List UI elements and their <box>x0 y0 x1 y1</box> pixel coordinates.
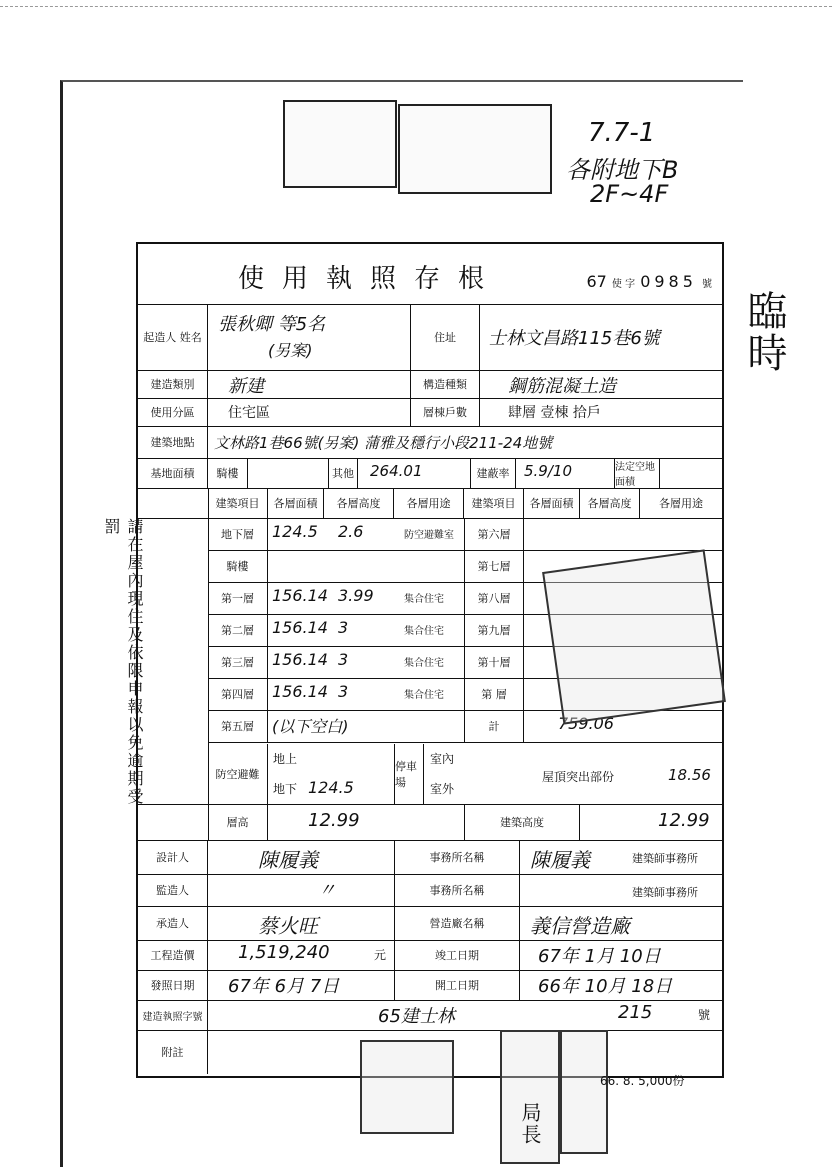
approval-stamp-box-2 <box>398 104 552 194</box>
supervisor-office-suffix: 建築師事務所 <box>632 886 698 899</box>
hdr-use: 各層用途 <box>394 488 464 518</box>
scan-top-edge <box>0 0 832 7</box>
permit-suffix: 號 <box>698 1008 711 1022</box>
floor-row <box>208 710 722 743</box>
note-line-3: 2F~4F <box>590 180 669 208</box>
hdr-item: 建築項目 <box>208 488 268 518</box>
shelter-under-value: 124.5 <box>308 778 354 797</box>
owner-value: 張秋卿 等5名 <box>218 314 326 335</box>
approval-stamp-box-1 <box>283 100 397 188</box>
floor-area: 156.14 <box>272 650 328 669</box>
structure-label: 構造種類 <box>410 370 480 398</box>
indoor-label: 室內 <box>430 752 455 766</box>
owner-sub: (另案) <box>268 341 313 360</box>
floor-total: 759.06 <box>558 714 614 733</box>
start-value: 66年 10月 18日 <box>538 976 673 997</box>
office-suffix: 建築師事務所 <box>632 852 698 865</box>
shelter-row <box>138 744 722 805</box>
building-height-value: 12.99 <box>658 810 710 831</box>
floor-height: 2.6 <box>338 522 364 541</box>
permit-value: 65建士林 <box>378 1006 455 1027</box>
floor-name: 第三層 <box>208 646 268 678</box>
hdr-use-2: 各層用途 <box>659 497 703 510</box>
shelter-ground: 地上 <box>273 752 298 766</box>
start-label: 開工日期 <box>394 970 520 1000</box>
permit-label: 建造執照字號 <box>138 1000 208 1030</box>
floor-area: (以下空白) <box>272 717 349 736</box>
storey-height-label: 層高 <box>208 804 268 840</box>
bottom-seal-1 <box>360 1040 454 1134</box>
issue-value: 67年 6月 7日 <box>228 976 340 997</box>
designer-value: 陳履義 <box>258 848 318 872</box>
address-label: 住址 <box>410 304 480 370</box>
floor-table-header <box>138 488 722 519</box>
right-margin-text: 臨時 <box>741 290 787 374</box>
shelter-label: 防空避難 <box>208 744 268 804</box>
cost-unit: 元 <box>374 948 387 962</box>
completion-value: 67年 1月 10日 <box>538 946 661 967</box>
floor-name-right: 第七層 <box>464 550 524 582</box>
coverage-label: 建蔽率 <box>470 458 516 488</box>
issue-row <box>138 970 722 1001</box>
floor-use: 防空避難室 <box>404 530 454 541</box>
office-label: 事務所名稱 <box>394 840 520 874</box>
building-type-value: 新建 <box>228 376 264 397</box>
floor-area: 156.14 <box>272 618 328 637</box>
floors-value: 肆層 壹棟 拾戶 <box>508 405 601 421</box>
print-info: 66. 8. 5,000份 <box>600 1074 685 1088</box>
hdr-height-2: 各層高度 <box>580 488 640 518</box>
site-value: 文林路1巷66號(另案) 蒲雅及穩行小段211-24地號 <box>214 434 553 452</box>
note-line-2: 各附地下B <box>566 156 679 184</box>
hdr-height: 各層高度 <box>324 488 394 518</box>
outdoor-label: 室外 <box>430 782 455 796</box>
area-row <box>138 458 722 489</box>
floor-name-right: 第 層 <box>464 678 524 710</box>
roof-label: 屋頂突出部份 <box>542 770 615 784</box>
designer-row <box>138 840 722 875</box>
floor-area: 124.5 <box>272 522 318 541</box>
building-height-label: 建築高度 <box>464 804 580 840</box>
completion-label: 竣工日期 <box>394 940 520 970</box>
floor-name: 第四層 <box>208 678 268 710</box>
floors-label: 層棟戶數 <box>410 398 480 426</box>
hdr-item-2: 建築項目 <box>464 488 524 518</box>
floor-name: 第一層 <box>208 582 268 614</box>
hdr-area: 各層面積 <box>268 488 324 518</box>
floor-height: 3 <box>338 618 349 637</box>
floor-name-right: 第九層 <box>464 614 524 646</box>
legal-open-label: 法定空地面積 <box>614 458 660 488</box>
contractor-label: 承造人 <box>138 906 208 940</box>
zoning-value: 住宅區 <box>228 405 270 421</box>
hdr-area-2: 各層面積 <box>524 488 580 518</box>
parking-label: 停車場 <box>394 744 424 804</box>
floor-name: 騎樓 <box>208 550 268 582</box>
site-row <box>138 426 722 459</box>
other-value: 264.01 <box>370 462 423 480</box>
contractor-row <box>138 906 722 941</box>
arcade-label: 騎樓 <box>208 458 248 488</box>
height-row <box>138 804 722 841</box>
floor-name: 第五層 <box>208 710 268 742</box>
storey-height-value: 12.99 <box>308 810 360 831</box>
remark-label: 附註 <box>138 1030 208 1074</box>
floor-height: 3.99 <box>338 586 374 605</box>
owner-label: 起造人 姓名 <box>138 304 208 370</box>
coverage-value: 5.9/10 <box>524 462 572 480</box>
form-title: 使用執照存根 <box>238 264 503 294</box>
floor-name-right: 第六層 <box>464 518 524 550</box>
floor-name-right: 第十層 <box>464 646 524 678</box>
floor-use: 集合住宅 <box>404 690 444 701</box>
floor-name-right: 計 <box>464 710 524 742</box>
floor-row <box>208 518 722 551</box>
roof-value: 18.56 <box>668 766 711 784</box>
floor-area: 156.14 <box>272 682 328 701</box>
type-row <box>138 370 722 399</box>
floor-name: 地下層 <box>208 518 268 550</box>
designer-label: 設計人 <box>138 840 208 874</box>
issue-label: 發照日期 <box>138 970 208 1000</box>
area-label: 基地面積 <box>138 458 208 488</box>
floor-height: 3 <box>338 650 349 669</box>
structure-value: 鋼筋混凝土造 <box>508 376 616 397</box>
supervisor-label: 監造人 <box>138 874 208 906</box>
cost-row <box>138 940 722 971</box>
permit-number: 67 使 字 0985 號 <box>586 272 712 291</box>
supervisor-office-label: 事務所名稱 <box>394 874 520 906</box>
side-note: 請在屋內現住及依限申報以免逾期受罰 <box>102 518 144 806</box>
office-value: 陳履義 <box>530 848 590 872</box>
owner-row <box>138 304 722 371</box>
factory-value: 義信營造廠 <box>530 914 630 938</box>
supervisor-value: 〃 <box>318 880 336 901</box>
other-label: 其他 <box>328 458 358 488</box>
contractor-value: 蔡火旺 <box>258 914 318 938</box>
supervisor-row <box>138 874 722 907</box>
permit-no: 215 <box>618 1002 653 1023</box>
cost-label: 工程造價 <box>138 940 208 970</box>
seal-text: 局長 <box>518 1102 542 1146</box>
bottom-seal-3 <box>560 1030 608 1154</box>
floor-name-right: 第八層 <box>464 582 524 614</box>
address-value: 士林文昌路115巷6號 <box>488 328 660 349</box>
zoning-label: 使用分區 <box>138 398 208 426</box>
note-line-1: 7.7-1 <box>588 118 656 148</box>
form-title-row <box>138 244 722 305</box>
official-seal <box>542 549 726 724</box>
bottom-seal-2 <box>500 1030 560 1164</box>
floor-use: 集合住宅 <box>404 594 444 605</box>
building-type-label: 建造類別 <box>138 370 208 398</box>
floor-name: 第二層 <box>208 614 268 646</box>
floor-use: 集合住宅 <box>404 658 444 669</box>
floor-use: 集合住宅 <box>404 626 444 637</box>
zoning-row <box>138 398 722 427</box>
building-section-label-cell <box>138 488 209 840</box>
permit-row <box>138 1000 722 1031</box>
cost-value: 1,519,240 <box>238 942 330 963</box>
floor-height: 3 <box>338 682 349 701</box>
factory-label: 營造廠名稱 <box>394 906 520 940</box>
site-label: 建築地點 <box>138 426 208 458</box>
floor-area: 156.14 <box>272 586 328 605</box>
shelter-under: 地下 <box>273 782 298 796</box>
